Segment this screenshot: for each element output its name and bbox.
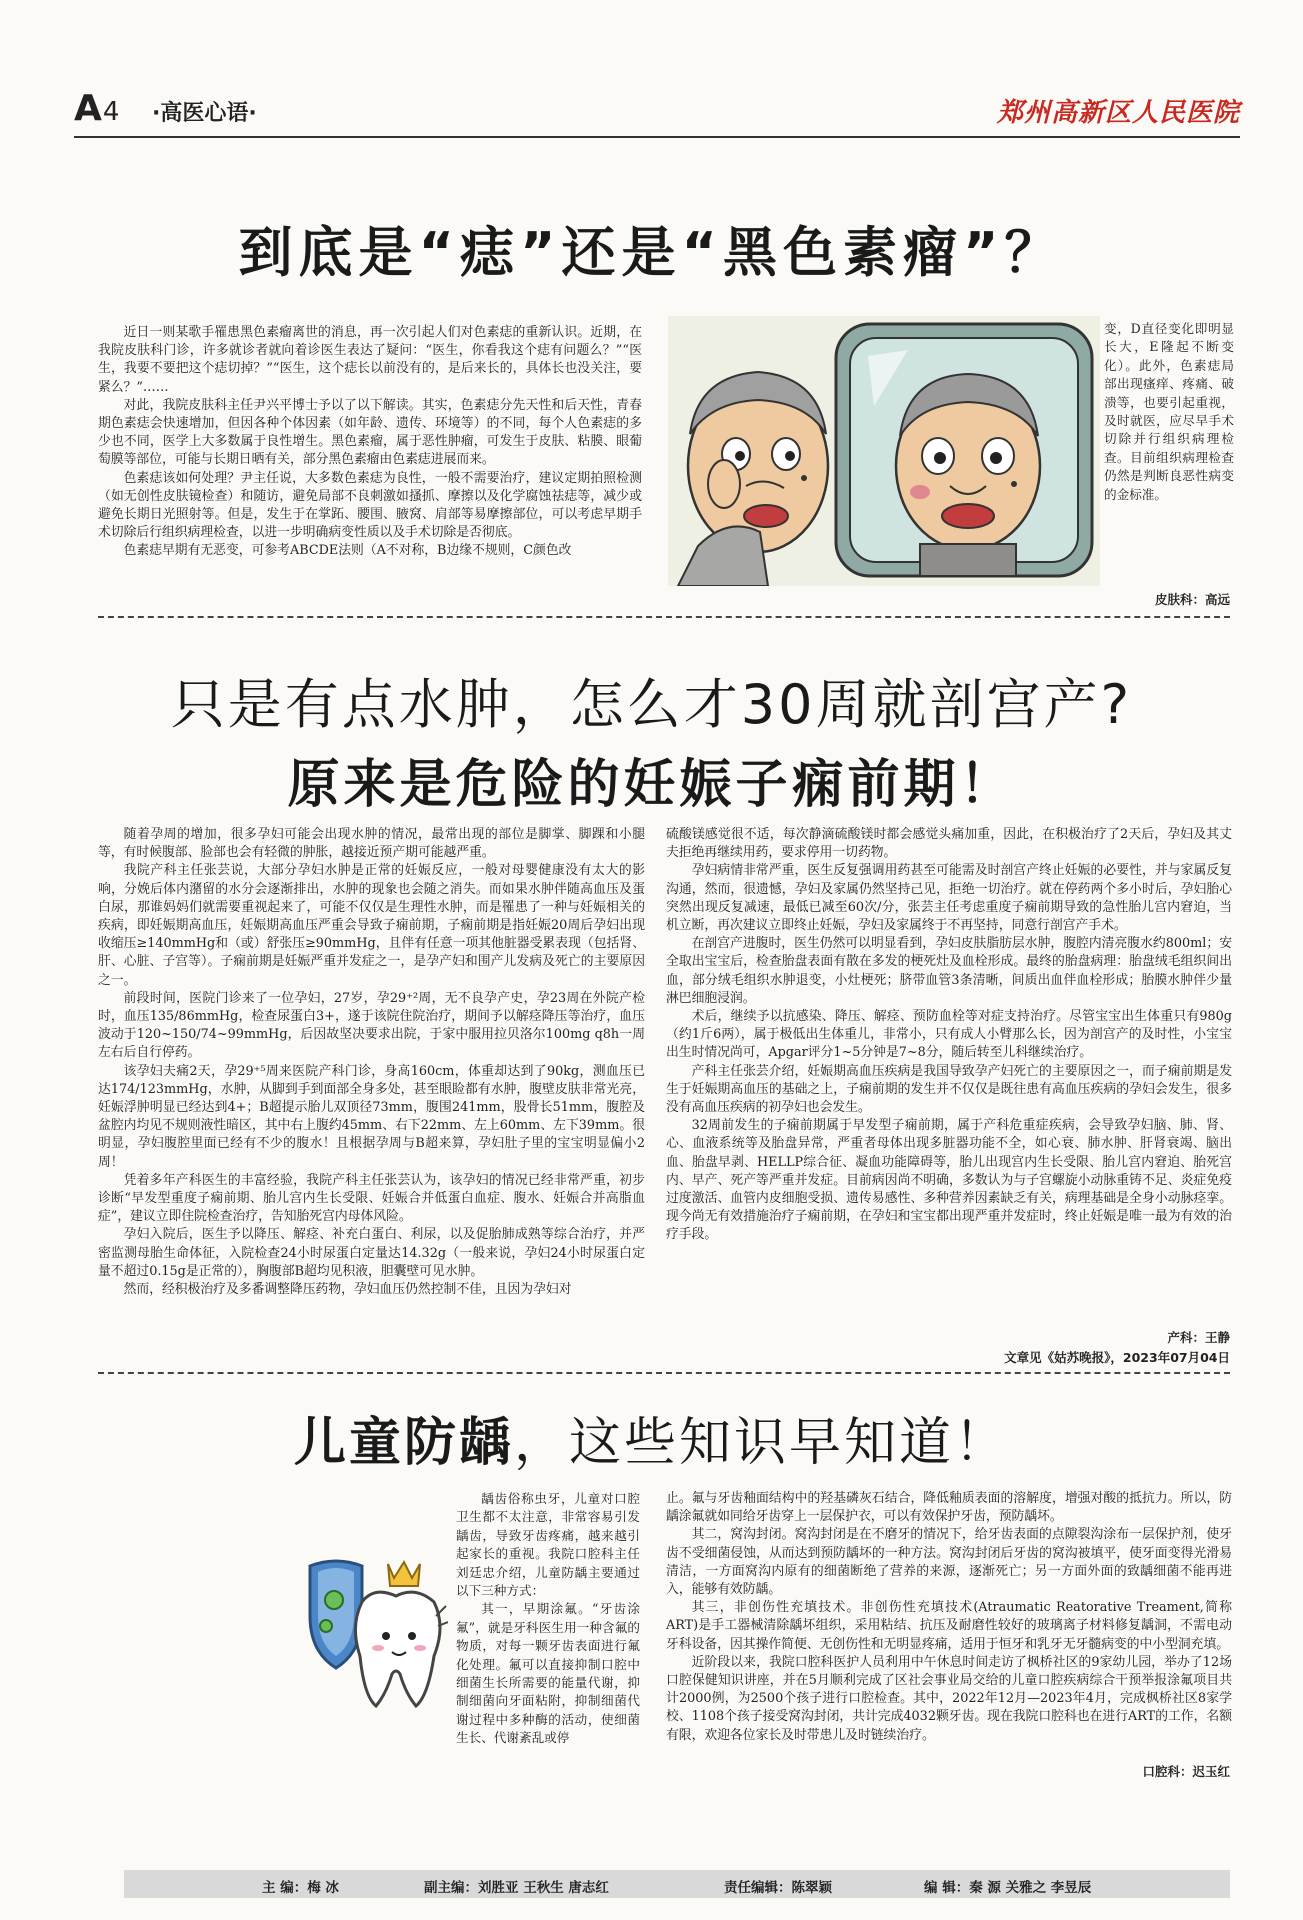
article2-paragraph: 术后，继续予以抗感染、降压、解痉、预防血栓等对症支持治疗。尽管宝宝出生体重只有980g（约1斤6两），属于极低出生体重儿，非常小，只有成人小臂那么长，因为剖宫产的及时性，小宝宝出生时情况尚可，Apgar评分1~5分钟是7~8分，随后转至儿科继续治疗。 [666,1009,1232,1061]
section-divider [98,616,1230,618]
article2-paragraph: 孕妇入院后，医生予以降压、解痉、补充白蛋白、利尿，以及促胎肺成熟等综合治疗，并严密监测母胎生命体征，入院检查24小时尿蛋白定量达14.32g（一般来说，孕妇24小时尿蛋白定量不超过0.15g是正常的），胸腹部B超均见积液，胆囊壁可见水肿。 [98,1227,645,1279]
article2-paragraph: 产科主任张芸介绍，妊娠期高血压疾病是我国导致孕产妇死亡的主要原因之一，而子痫前期是发生于妊娠期高血压的基础之上，子痫前期的发生并不仅仅是既往患有高血压疾病的孕妇会发生，很多没有高血压疾病的初孕妇也会发生。 [666,1063,1232,1116]
article3-body-left [456,1490,640,1748]
article3-byline: 口腔科：迟玉红 [1142,1764,1230,1779]
article2-body-right [666,826,1232,1245]
page-header [74,88,1240,132]
article1-body [98,324,642,561]
page-letter: A [74,88,101,129]
article2-title-line1: 只是有点水肿，怎么才30周就剖宫产? [170,673,1133,736]
tooth-illustration [296,1556,448,1716]
article2-paragraph: 前段时间，医院门诊来了一位孕妇，27岁，孕29⁺²周，无不良孕产史，孕23周在外院产检时，血压135/86mmHg，检查尿蛋白3+，遂于该院住院治疗，期间予以解痉降压等治疗，血压波动于120~150/74~99mmHg，后因故坚决要求出院，于家中服用拉贝洛尔100mg q8h一周左右后自行停药。 [98,990,645,1061]
article2-paragraph: 该孕妇夫痛2天，孕29⁺⁵周来医院产科门诊，身高160cm，体重却达到了90kg，测血压已达174/123mmHg，水肿，从脚到手到面部全身多处，甚至眼睑都有水肿，腹壁皮肤非常光亮，妊娠浮肿明显已经达到4+；B超提示胎儿双顶径73mm，腹围241mm，股骨长51mm，腹腔及盆腔内均见不规则液性暗区，其中右上腹约45mm、右下22mm、左上60mm、左下39mm。很明显，孕妇腹腔里面已经有不少的腹水！且根据孕周与B超来算，孕妇肚子里的宝宝明显偏小2周！ [98,1063,645,1170]
article2-byline-source: 文章见《姑苏晚报》，2023年07月04日 [1004,1350,1230,1365]
article2-paragraph: 硫酸镁感觉很不适，每次静滴硫酸镁时都会感觉头痛加重，因此，在积极治疗了2天后，孕妇及其丈夫拒绝再继续用药，要求停用一切药物。 [666,827,1232,861]
editorial-footer [124,1870,1230,1898]
page-digit: 4 [102,97,119,127]
page-number [74,88,118,129]
article2-paragraph: 凭着多年产科医生的丰富经验，我院产科主任张芸认为，该孕妇的情况已经非常严重，初步诊断“早发型重度子痫前期、胎儿宫内生长受限、妊娠合并低蛋白血症、腹水、妊娠合并高脂血症”，建议立即住院检查治疗，告知胎死宫内母体风险。 [98,1172,645,1225]
deputy-editors: 副主编：刘胜亚 王秋生 唐志红 [424,1880,609,1896]
hospital-name: 郑州高新区人民医院 [996,98,1240,128]
article2-paragraph: 我院产科主任张芸说，大部分孕妇水肿是正常的妊娠反应，一般对母婴健康没有太大的影响，分娩后体内潴留的水分会逐渐排出，水肿的现象也会随之消失。而如果水肿伴随高血压及蛋白尿，那谁妈妈们就需要重视起来了，可能不仅仅是生理性水肿，而是罹患了一种与妊娠相关的疾病，即妊娠期高血压，妊娠期高血压严重会导致子痫前期，子痫前期是指妊娠20周后孕妇出现收缩压≥140mmHg和（或）舒张压≥90mmHg，且伴有任意一项其他脏器受累表现（包括肾、肝、心脏、子宫等）。子痫前期是妊娠严重并发症之一，是孕产妇和围产儿发病及死亡的主要原因之一。 [98,863,645,988]
tooth-shield-icon [296,1556,448,1716]
article3-title [0,1400,1303,1475]
article2-paragraph: 然而，经积极治疗及多番调整降压药物，孕妇血压仍然控制不佳，且因为孕妇对 [123,1282,572,1298]
article2-paragraph: 在剖宫产进腹时，医生仍然可以明显看到，孕妇皮肤脂肪层水肿，腹腔内清亮腹水约800ml；安全取出宝宝后，检查胎盘表面有散在多发的梗死灶及血栓形成。最终的胎盘病理：胎盘绒毛组织间出血，部分绒毛组织水肿退变，小灶梗死；脐带血管3条清晰，间质出血伴血栓形成；胎膜水肿伴少量淋巴细胞浸润。 [666,936,1232,1006]
article3-paragraph: 龋齿俗称虫牙，儿童对口腔卫生都不太注意，非常容易引发龋齿，导致牙齿疼痛，越来越引起家长的重视。我院口腔科主任刘廷忠介绍，儿童防龋主要通过以下三种方式： [456,1491,640,1599]
chief-editor: 主 编：梅 冰 [262,1880,339,1896]
article3-paragraph: 止。氟与牙齿釉面结构中的羟基磷灰石结合，降低釉质表面的溶解度，增强对酸的抵抗力。所以，防龋涂氟就如同给牙齿穿上一层保护衣，可以有效保护牙齿，预防龋坏。 [666,1491,1232,1525]
section-divider [98,1372,1230,1374]
editors: 编 辑：秦 源 关雅之 李昱辰 [924,1880,1092,1896]
article3-title-rest: ，这些知识早知道！ [514,1413,1010,1473]
article3-title-bold: 儿童防龋 [293,1413,514,1473]
article1-side-text: 变，D直径变化即明显长大，E隆起不断变化）。此外，色素痣局部出现瘙痒、疼痛、破溃等，也要引起重视，及时就医，应尽早手术切除并行组织病理检查。目前组织病理检查仍然是判断良恶性病变的金标准。 [1104,321,1234,502]
article2-paragraph: 孕妇病情非常严重，医生反复强调用药甚至可能需及时剖宫产终止妊娠的必要性，并与家属反复沟通，然而，很遗憾，孕妇及家属仍然坚持己见，拒绝一切治疗。就在停药两个多小时后，孕妇胎心突然出现反复减速，最低已减至60次/分，张芸主任考虑重度子痫前期导致的急性胎儿宫内窘迫，当机立断，再次建议立即终止妊娠，孕妇及家属终于不再坚持，同意行剖宫产手术。 [666,863,1232,934]
article3-body-right [666,1490,1232,1745]
article1-paragraph: 近日一则某歌手罹患黑色素瘤离世的消息，再一次引起人们对色素痣的重新认识。近期，在我院皮肤科门诊，许多就诊者就向着诊医生表达了疑问：“医生，你看我这个痣有问题么？”“医生，我要不要把这个痣切掉？”“医生，这个痣长以前没有的，是后来长的，具体长也没关注，要紧么？”…… [98,325,642,395]
mirror-illustration [668,316,1100,586]
article2-title-line2: 原来是危险的妊娠子痫前期！ [287,755,1016,815]
article3-paragraph: 其一，早期涂氟。“牙齿涂氟”，就是牙科医生用一种含氟的物质，对每一颗牙齿表面进行氟化处理。氟可以直接抑制口腔中细菌生长所需要的能量代谢，抑制细菌向牙面粘附，抑制细菌代谢过程中多种酶的活动，使细菌生长、代谢紊乱或停 [456,1601,640,1746]
article1-byline: 皮肤科：高远 [1154,592,1230,607]
man-mirror-cartoon-icon [668,316,1100,586]
article1-paragraph: 色素痣该如何处理？尹主任说，大多数色素痣为良性，一般不需要治疗，建议定期拍照检测（如无创性皮肤镜检查）和随访，避免局部不良刺激如搔抓、摩擦以及化学腐蚀祛痣等，减少或避免长期日光照射等。但是，发生于在掌跖、腰围、腋窝、肩部等易摩擦部位，可以考虑早期手术切除后行组织病理检查，以进一步明确病变性质以及手术切除是否彻底。 [98,470,642,541]
responsible-editor: 责任编辑：陈翠颖 [724,1880,832,1896]
column-name: ·高医心语· [152,101,257,126]
article1-paragraph: 色素痣早期有无恶变，可参考ABCDE法则（A不对称，B边缘不规则，C颜色改 [123,543,572,559]
article1-title: 到底是“痣”还是“黑色素瘤”？ [238,221,1065,284]
article1-paragraph: 对此，我院皮肤科主任尹兴平博士予以了以下解读。其实，色素痣分先天性和后天性，青春期色素痣会快速增加，但因各种个体因素（如年龄、遗传、环境等）的不同，每个人色素痣的多少也不同，医学上大多数属于良性增生。黑色素瘤，属于恶性肿瘤，可发生于皮肤、粘膜、眼葡萄膜等部位，可能与长期日晒有关，部分黑色素瘤由色素痣进展而来。 [98,397,642,468]
article2-byline-author: 产科：王静 [1167,1330,1230,1345]
article3-paragraph: 近阶段以来，我院口腔科医护人员利用中午休息时间走访了枫桥社区的9家幼儿园，举办了12场口腔保健知识讲座，并在5月顺利完成了区社会事业局交给的儿童口腔疾病综合干预举报涂氟项目共计2000例，为2500个孩子进行口腔检查。其中，2022年12月—2023年4月，完成枫桥社区8家学校、1108个孩子接受窝沟封闭，共计完成4032颗牙齿。现在我院口腔科也在进行ART的工作，名额有限，欢迎各位家长及时带患儿及时链续治疗。 [666,1654,1232,1743]
article3-paragraph: 其三，非创伤性充填技术。非创伤性充填技术(Atraumatic Reatorative Treament,简称ART)是手工器械清除龋坏组织，采用粘结、抗压及耐磨性较好的玻璃离子材料修复龋洞，不需电动牙科设备，因其操作简便、无创伤性和无明显疼痛，适用于恒牙和乳牙无牙髓病变的中小型洞充填。 [666,1600,1232,1652]
article2-body-left [98,826,645,1299]
header-rule [74,136,1240,138]
article2-paragraph: 随着孕周的增加，很多孕妇可能会出现水肿的情况，最常出现的部位是脚掌、脚踝和小腿等，有时候腹部、脸部也会有轻微的肿胀，越接近预产期可能越严重。 [98,827,645,861]
article3-paragraph: 其二，窝沟封闭。窝沟封闭是在不磨牙的情况下，给牙齿表面的点隙裂沟涂布一层保护剂，使牙齿不受细菌侵蚀，从而达到预防龋坏的一种方法。窝沟封闭后牙齿的窝沟被填平，使牙面变得光滑易清洁，一方面窝沟内原有的细菌断绝了营养的来源，逐渐死亡；另一方面外面的致龋细菌不能再进入，能够有效防龋。 [666,1527,1232,1598]
article2-paragraph: 32周前发生的子痫前期属于早发型子痫前期，属于产科危重症疾病，会导致孕妇脑、肺、肾、心、血液系统等及胎盘异常，严重者母体出现多脏器功能不全，如心衰、肺水肿、肝肾衰竭、脑出血、胎盘早剥、HELLP综合征、凝血功能障碍等，胎儿出现宫内生长受限、胎儿宫内窘迫、胎死宫内、早产、死产等严重并发症。目前病因尚不明确，多数认为与子宫螺旋小动脉重铸不足、炎症免疫过度激活、血管内皮细胞受损、遗传易感性、多种营养因素缺乏有关，病理基础是全身小动脉痉挛。现今尚无有效措施治疗子痫前期，在孕妇和宝宝都出现严重并发症时，终止妊娠是唯一最为有效的治疗手段。 [666,1118,1232,1243]
